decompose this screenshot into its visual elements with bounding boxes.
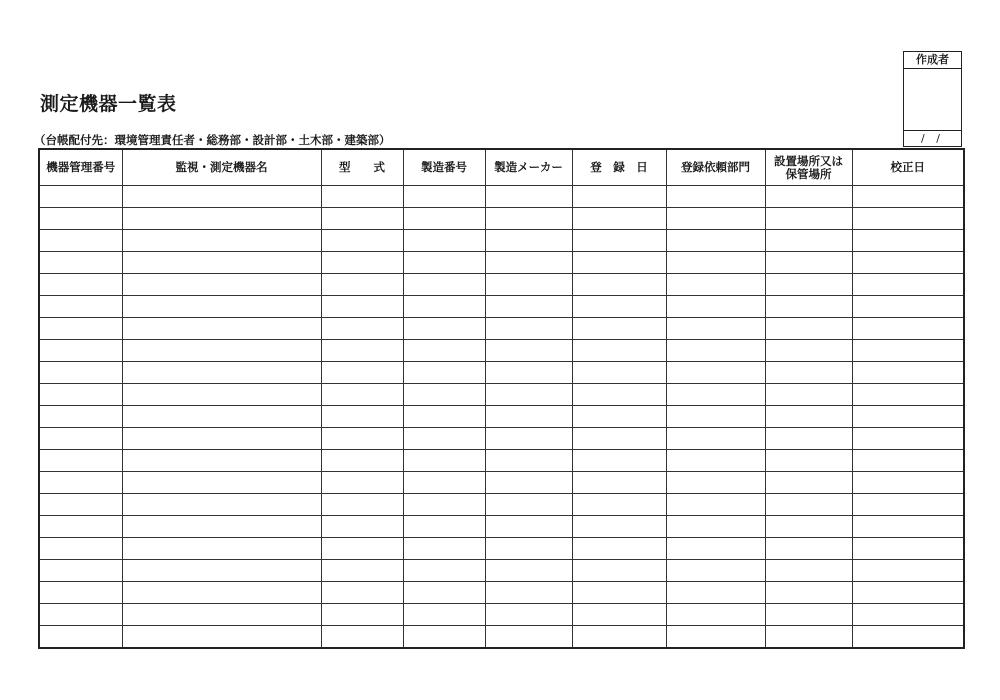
table-cell[interactable] <box>485 406 572 428</box>
table-cell[interactable] <box>765 538 852 560</box>
table-cell[interactable] <box>765 186 852 208</box>
table-cell[interactable] <box>572 494 666 516</box>
table-cell[interactable] <box>321 516 403 538</box>
table-cell[interactable] <box>403 450 485 472</box>
table-cell[interactable] <box>666 252 765 274</box>
table-cell[interactable] <box>765 340 852 362</box>
table-cell[interactable] <box>122 450 321 472</box>
table-header-row <box>39 149 964 186</box>
table-cell[interactable] <box>39 604 122 626</box>
table-cell[interactable] <box>39 406 122 428</box>
column-header-requesting-department: 登録依頼部門 <box>666 149 765 186</box>
table-cell[interactable] <box>852 406 964 428</box>
table-cell[interactable] <box>852 450 964 472</box>
table-cell[interactable] <box>765 428 852 450</box>
table-cell[interactable] <box>666 428 765 450</box>
table-cell[interactable] <box>39 384 122 406</box>
table-cell[interactable] <box>321 208 403 230</box>
equipment-ledger-table <box>38 148 965 649</box>
table-cell[interactable] <box>39 208 122 230</box>
table-cell[interactable] <box>403 340 485 362</box>
table-cell[interactable] <box>485 494 572 516</box>
table-cell[interactable] <box>485 626 572 649</box>
table-cell[interactable] <box>765 560 852 582</box>
table-cell[interactable] <box>666 472 765 494</box>
table-cell[interactable] <box>666 230 765 252</box>
table-cell[interactable] <box>122 560 321 582</box>
table-cell[interactable] <box>122 340 321 362</box>
table-cell[interactable] <box>321 340 403 362</box>
table-cell[interactable] <box>485 274 572 296</box>
table-cell[interactable] <box>122 362 321 384</box>
table-cell[interactable] <box>321 296 403 318</box>
table-cell[interactable] <box>485 252 572 274</box>
table-cell[interactable] <box>572 186 666 208</box>
table-cell[interactable] <box>403 384 485 406</box>
table-row <box>39 296 964 318</box>
table-cell[interactable] <box>39 362 122 384</box>
document-title: 測定機器一覧表 <box>40 93 177 115</box>
table-cell[interactable] <box>852 362 964 384</box>
table-cell[interactable] <box>572 472 666 494</box>
table-cell[interactable] <box>666 538 765 560</box>
table-cell[interactable] <box>666 626 765 649</box>
table-cell[interactable] <box>39 252 122 274</box>
table-cell[interactable] <box>122 516 321 538</box>
table-cell[interactable] <box>852 384 964 406</box>
table-cell[interactable] <box>485 296 572 318</box>
table-cell[interactable] <box>485 538 572 560</box>
table-cell[interactable] <box>572 208 666 230</box>
table-row <box>39 252 964 274</box>
table-cell[interactable] <box>852 318 964 340</box>
table-row <box>39 494 964 516</box>
table-cell[interactable] <box>321 230 403 252</box>
table-cell[interactable] <box>572 538 666 560</box>
table-cell[interactable] <box>321 318 403 340</box>
author-signature-field[interactable] <box>904 69 961 131</box>
table-cell[interactable] <box>852 626 964 649</box>
table-cell[interactable] <box>572 428 666 450</box>
table-cell[interactable] <box>666 384 765 406</box>
table-cell[interactable] <box>403 560 485 582</box>
table-cell[interactable] <box>485 362 572 384</box>
table-cell[interactable] <box>321 252 403 274</box>
table-cell[interactable] <box>765 318 852 340</box>
table-row <box>39 604 964 626</box>
table-cell[interactable] <box>403 230 485 252</box>
table-cell[interactable] <box>666 604 765 626</box>
table-cell[interactable] <box>572 516 666 538</box>
table-cell[interactable] <box>39 450 122 472</box>
table-cell[interactable] <box>852 472 964 494</box>
table-cell[interactable] <box>765 296 852 318</box>
table-cell[interactable] <box>852 494 964 516</box>
table-cell[interactable] <box>39 318 122 340</box>
table-cell[interactable] <box>666 516 765 538</box>
table-cell[interactable] <box>321 626 403 649</box>
table-cell[interactable] <box>572 230 666 252</box>
table-cell[interactable] <box>485 472 572 494</box>
table-cell[interactable] <box>485 450 572 472</box>
table-cell[interactable] <box>485 340 572 362</box>
table-cell[interactable] <box>39 186 122 208</box>
table-cell[interactable] <box>572 252 666 274</box>
table-row <box>39 340 964 362</box>
table-cell[interactable] <box>765 494 852 516</box>
table-cell[interactable] <box>485 186 572 208</box>
table-cell[interactable] <box>666 362 765 384</box>
table-cell[interactable] <box>765 604 852 626</box>
table-cell[interactable] <box>666 340 765 362</box>
table-cell[interactable] <box>852 604 964 626</box>
table-cell[interactable] <box>765 406 852 428</box>
table-cell[interactable] <box>572 362 666 384</box>
table-cell[interactable] <box>852 428 964 450</box>
table-cell[interactable] <box>122 208 321 230</box>
table-cell[interactable] <box>403 406 485 428</box>
table-cell[interactable] <box>852 252 964 274</box>
table-cell[interactable] <box>122 604 321 626</box>
table-row <box>39 406 964 428</box>
table-cell[interactable] <box>122 538 321 560</box>
column-header-registration-date: 登 録 日 <box>572 149 666 186</box>
table-cell[interactable] <box>321 560 403 582</box>
table-cell[interactable] <box>572 274 666 296</box>
author-label: 作成者 <box>904 52 961 69</box>
table-cell[interactable] <box>852 208 964 230</box>
table-cell[interactable] <box>666 208 765 230</box>
table-cell[interactable] <box>572 582 666 604</box>
table-cell[interactable] <box>122 186 321 208</box>
column-header-calibration-date: 校正日 <box>852 149 964 186</box>
table-cell[interactable] <box>852 516 964 538</box>
table-cell[interactable] <box>39 274 122 296</box>
table-cell[interactable] <box>403 582 485 604</box>
table-cell[interactable] <box>765 252 852 274</box>
table-cell[interactable] <box>765 362 852 384</box>
column-header-equipment-name: 監視・測定機器名 <box>122 149 321 186</box>
table-cell[interactable] <box>403 274 485 296</box>
table-cell[interactable] <box>39 560 122 582</box>
table-cell[interactable] <box>403 604 485 626</box>
table-cell[interactable] <box>403 428 485 450</box>
table-row <box>39 428 964 450</box>
table-cell[interactable] <box>39 296 122 318</box>
table-cell[interactable] <box>852 560 964 582</box>
table-cell[interactable] <box>852 538 964 560</box>
table-cell[interactable] <box>765 208 852 230</box>
table-cell[interactable] <box>666 450 765 472</box>
table-cell[interactable] <box>39 582 122 604</box>
table-cell[interactable] <box>485 516 572 538</box>
table-cell[interactable] <box>39 472 122 494</box>
table-cell[interactable] <box>39 340 122 362</box>
table-cell[interactable] <box>403 494 485 516</box>
table-cell[interactable] <box>765 230 852 252</box>
table-cell[interactable] <box>666 186 765 208</box>
table-cell[interactable] <box>852 186 964 208</box>
table-cell[interactable] <box>572 560 666 582</box>
table-row <box>39 318 964 340</box>
table-cell[interactable] <box>321 494 403 516</box>
table-cell[interactable] <box>485 582 572 604</box>
table-row <box>39 560 964 582</box>
table-cell[interactable] <box>403 362 485 384</box>
table-cell[interactable] <box>485 318 572 340</box>
table-cell[interactable] <box>321 604 403 626</box>
table-cell[interactable] <box>321 428 403 450</box>
table-cell[interactable] <box>765 472 852 494</box>
table-cell[interactable] <box>122 318 321 340</box>
table-cell[interactable] <box>122 582 321 604</box>
table-cell[interactable] <box>39 494 122 516</box>
table-row <box>39 626 964 649</box>
table-cell[interactable] <box>572 296 666 318</box>
table-cell[interactable] <box>321 362 403 384</box>
table-cell[interactable] <box>765 626 852 649</box>
table-cell[interactable] <box>666 406 765 428</box>
table-cell[interactable] <box>122 230 321 252</box>
table-row <box>39 582 964 604</box>
column-header-serial-number: 製造番号 <box>403 149 485 186</box>
table-cell[interactable] <box>122 274 321 296</box>
table-cell[interactable] <box>321 406 403 428</box>
table-cell[interactable] <box>666 560 765 582</box>
table-cell[interactable] <box>852 340 964 362</box>
table-cell[interactable] <box>572 450 666 472</box>
table-cell[interactable] <box>852 274 964 296</box>
table-row <box>39 230 964 252</box>
table-cell[interactable] <box>485 604 572 626</box>
table-cell[interactable] <box>485 208 572 230</box>
table-cell[interactable] <box>765 582 852 604</box>
table-body <box>39 186 964 649</box>
table-cell[interactable] <box>39 516 122 538</box>
table-cell[interactable] <box>403 318 485 340</box>
table-row <box>39 538 964 560</box>
table-cell[interactable] <box>666 296 765 318</box>
table-cell[interactable] <box>321 186 403 208</box>
table-cell[interactable] <box>765 450 852 472</box>
table-row <box>39 186 964 208</box>
table-cell[interactable] <box>321 274 403 296</box>
table-cell[interactable] <box>321 582 403 604</box>
table-cell[interactable] <box>321 538 403 560</box>
table-cell[interactable] <box>403 472 485 494</box>
author-date-field[interactable]: / / <box>921 132 944 145</box>
table-cell[interactable] <box>39 428 122 450</box>
table-cell[interactable] <box>403 252 485 274</box>
column-header-model: 型 式 <box>321 149 403 186</box>
table-cell[interactable] <box>122 252 321 274</box>
table-cell[interactable] <box>765 384 852 406</box>
table-cell[interactable] <box>572 318 666 340</box>
table-cell[interactable] <box>122 472 321 494</box>
table-cell[interactable] <box>666 318 765 340</box>
table-cell[interactable] <box>122 296 321 318</box>
table-cell[interactable] <box>765 274 852 296</box>
table-cell[interactable] <box>666 494 765 516</box>
table-cell[interactable] <box>122 494 321 516</box>
table-cell[interactable] <box>572 604 666 626</box>
table-cell[interactable] <box>765 516 852 538</box>
table-row <box>39 450 964 472</box>
column-header-equipment-id: 機器管理番号 <box>39 149 122 186</box>
column-header-manufacturer: 製造メーカー <box>485 149 572 186</box>
table-cell[interactable] <box>485 230 572 252</box>
table-cell[interactable] <box>39 538 122 560</box>
table-row <box>39 274 964 296</box>
table-cell[interactable] <box>403 516 485 538</box>
table-cell[interactable] <box>122 384 321 406</box>
table-cell[interactable] <box>852 296 964 318</box>
table-cell[interactable] <box>485 384 572 406</box>
table-cell[interactable] <box>122 406 321 428</box>
distribution-note: （台帳配付先：環境管理責任者・総務部・設計部・土木部・建築部） <box>34 133 391 147</box>
table-row <box>39 472 964 494</box>
table-cell[interactable] <box>572 406 666 428</box>
table-cell[interactable] <box>403 186 485 208</box>
column-header-location: 設置場所又は 保管場所 <box>765 149 852 186</box>
table-cell[interactable] <box>572 626 666 649</box>
table-cell[interactable] <box>321 472 403 494</box>
table-cell[interactable] <box>403 538 485 560</box>
author-box <box>903 51 962 147</box>
table-cell[interactable] <box>321 384 403 406</box>
table-cell[interactable] <box>403 296 485 318</box>
table-cell[interactable] <box>666 274 765 296</box>
table-cell[interactable] <box>39 230 122 252</box>
table-row <box>39 516 964 538</box>
table-cell[interactable] <box>321 450 403 472</box>
table-cell[interactable] <box>572 340 666 362</box>
table-cell[interactable] <box>122 428 321 450</box>
table-row <box>39 208 964 230</box>
table-cell[interactable] <box>572 384 666 406</box>
table-cell[interactable] <box>403 626 485 649</box>
table-cell[interactable] <box>122 626 321 649</box>
table-cell[interactable] <box>852 582 964 604</box>
table-cell[interactable] <box>485 428 572 450</box>
table-row <box>39 384 964 406</box>
table-cell[interactable] <box>403 208 485 230</box>
table-cell[interactable] <box>485 560 572 582</box>
table-cell[interactable] <box>852 230 964 252</box>
table-cell[interactable] <box>666 582 765 604</box>
table-cell[interactable] <box>39 626 122 649</box>
table-row <box>39 362 964 384</box>
